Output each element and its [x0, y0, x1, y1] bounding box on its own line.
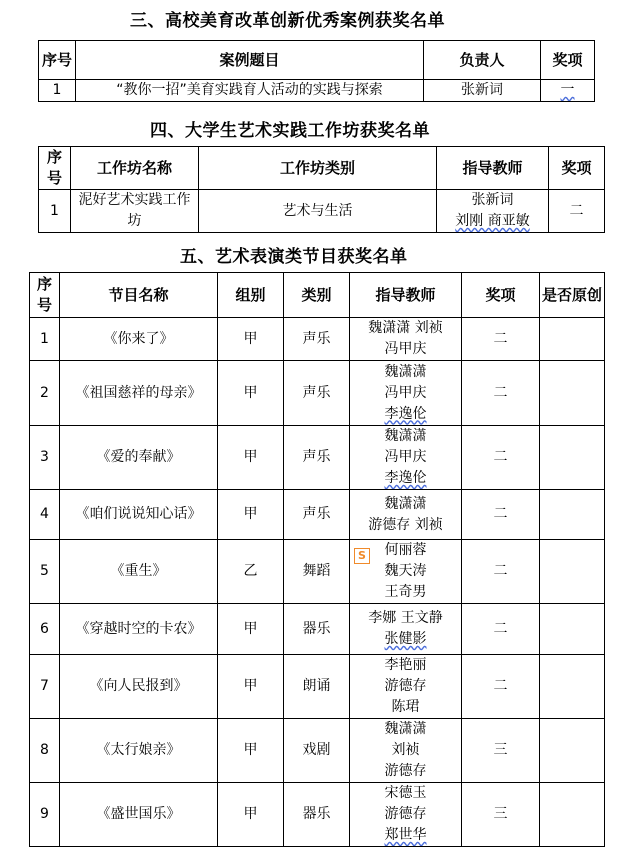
header-workshop-name: 工作坊名称 — [71, 147, 199, 190]
cell-original — [540, 604, 605, 655]
cell-teacher: 魏潇潇 游德存 刘祯 — [350, 490, 462, 540]
header-num: 序号 — [30, 273, 60, 318]
cell-award: 二 — [462, 490, 540, 540]
cell-award: 二 — [462, 604, 540, 655]
cell-original — [540, 490, 605, 540]
cell-program-name: 《爱的奉献》 — [60, 426, 218, 490]
table-row — [30, 361, 605, 426]
table-row — [39, 190, 605, 233]
cell-group: 甲 — [218, 604, 284, 655]
cell-original — [540, 426, 605, 490]
section3-table — [38, 40, 595, 102]
cell-group: 乙 — [218, 540, 284, 604]
cell-program-name: 《盛世国乐》 — [60, 783, 218, 847]
header-workshop-type: 工作坊类别 — [199, 147, 437, 190]
cell-num: 3 — [30, 426, 60, 490]
cell-original — [540, 783, 605, 847]
cell-teacher: 魏潇潇 刘祯 冯甲庆 — [350, 318, 462, 361]
cell-award: 二 — [462, 655, 540, 719]
cell-type: 声乐 — [284, 318, 350, 361]
cell-program-name: 《祖国慈祥的母亲》 — [60, 361, 218, 426]
header-person: 负责人 — [424, 41, 541, 80]
header-award: 奖项 — [462, 273, 540, 318]
cell-group: 甲 — [218, 783, 284, 847]
cell-award: 一 — [541, 80, 595, 102]
cell-num: 1 — [39, 190, 71, 233]
cell-group: 甲 — [218, 426, 284, 490]
cell-program-name: 《太行娘亲》 — [60, 719, 218, 783]
cell-type: 器乐 — [284, 783, 350, 847]
cell-teacher: 张新词 刘刚 商亚敏 — [437, 190, 549, 233]
table-row — [30, 490, 605, 540]
cell-program-name: 《你来了》 — [60, 318, 218, 361]
table-row — [30, 604, 605, 655]
cell-teacher: 魏潇潇 刘祯 游德存 — [350, 719, 462, 783]
cell-type: 戏剧 — [284, 719, 350, 783]
cell-num: 2 — [30, 361, 60, 426]
header-original: 是否原创 — [540, 273, 605, 318]
table-row — [39, 80, 595, 102]
section5-table — [29, 272, 605, 847]
header-award: 奖项 — [549, 147, 605, 190]
cell-original — [540, 361, 605, 426]
cell-teacher: 李娜 王文静 张健影 — [350, 604, 462, 655]
cell-award: 二 — [462, 318, 540, 361]
cell-type: 舞蹈 — [284, 540, 350, 604]
header-num: 序号 — [39, 147, 71, 190]
cell-award: 二 — [462, 426, 540, 490]
cell-award: 三 — [462, 719, 540, 783]
cell-type: 声乐 — [284, 361, 350, 426]
cell-num: 6 — [30, 604, 60, 655]
cell-type: 朗诵 — [284, 655, 350, 719]
table-row — [30, 540, 605, 604]
input-method-icon[interactable]: S — [354, 548, 370, 564]
header-teacher: 指导教师 — [437, 147, 549, 190]
header-program-name: 节目名称 — [60, 273, 218, 318]
header-num: 序号 — [39, 41, 76, 80]
cell-program-name: 《重生》 — [60, 540, 218, 604]
cell-type: 声乐 — [284, 490, 350, 540]
header-case-title: 案例题目 — [76, 41, 424, 80]
cell-award: 三 — [462, 783, 540, 847]
table-row — [30, 783, 605, 847]
cell-num: 8 — [30, 719, 60, 783]
cell-person: 张新词 — [424, 80, 541, 102]
table-row — [30, 426, 605, 490]
cell-type: 声乐 — [284, 426, 350, 490]
cell-num: 5 — [30, 540, 60, 604]
cell-workshop-name: 泥好艺术实践工作坊 — [71, 190, 199, 233]
cell-award: 二 — [462, 540, 540, 604]
table-header-row — [39, 41, 595, 80]
cell-teacher: 何丽蓉 魏天涛 王奇男 S — [350, 540, 462, 604]
cell-group: 甲 — [218, 490, 284, 540]
cell-group: 甲 — [218, 719, 284, 783]
section4-title: 四、大学生艺术实践工作坊获奖名单 — [150, 121, 430, 141]
cell-program-name: 《穿越时空的卡农》 — [60, 604, 218, 655]
table-row — [30, 719, 605, 783]
cell-teacher: 魏潇潇 冯甲庆 李逸伦 — [350, 426, 462, 490]
cell-type: 器乐 — [284, 604, 350, 655]
cell-group: 甲 — [218, 655, 284, 719]
section5-title: 五、艺术表演类节目获奖名单 — [180, 247, 408, 267]
cell-num: 4 — [30, 490, 60, 540]
header-teacher: 指导教师 — [350, 273, 462, 318]
section4-table — [38, 146, 605, 233]
cell-num: 7 — [30, 655, 60, 719]
cell-award: 二 — [549, 190, 605, 233]
section3-title: 三、高校美育改革创新优秀案例获奖名单 — [130, 11, 445, 31]
cell-teacher: 宋德玉 游德存 郑世华 — [350, 783, 462, 847]
cell-case-title: “教你一招”美育实践育人活动的实践与探索 — [76, 80, 424, 102]
cell-workshop-type: 艺术与生活 — [199, 190, 437, 233]
table-header-row — [30, 273, 605, 318]
cell-program-name: 《咱们说说知心话》 — [60, 490, 218, 540]
cell-num: 9 — [30, 783, 60, 847]
table-row — [30, 655, 605, 719]
cell-num: 1 — [30, 318, 60, 361]
header-group: 组别 — [218, 273, 284, 318]
cell-original — [540, 540, 605, 604]
table-header-row — [39, 147, 605, 190]
cell-group: 甲 — [218, 318, 284, 361]
cell-original — [540, 719, 605, 783]
cell-num: 1 — [39, 80, 76, 102]
cell-original — [540, 655, 605, 719]
cell-award: 二 — [462, 361, 540, 426]
header-type: 类别 — [284, 273, 350, 318]
table-row — [30, 318, 605, 361]
cell-teacher: 魏潇潇 冯甲庆 李逸伦 — [350, 361, 462, 426]
cell-original — [540, 318, 605, 361]
cell-program-name: 《向人民报到》 — [60, 655, 218, 719]
header-award: 奖项 — [541, 41, 595, 80]
cell-group: 甲 — [218, 361, 284, 426]
cell-teacher: 李艳丽 游德存 陈珺 — [350, 655, 462, 719]
